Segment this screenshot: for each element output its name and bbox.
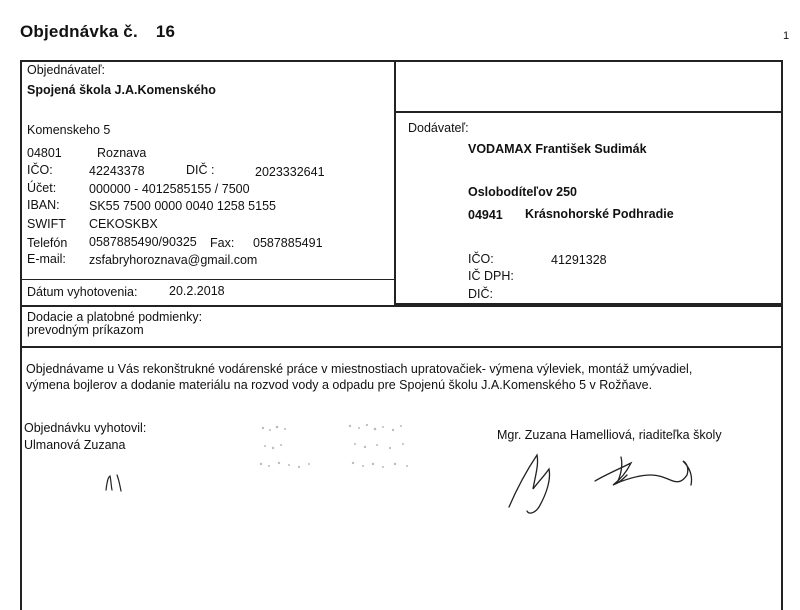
title-label: Objednávka č. — [20, 22, 138, 41]
director-name: Mgr. Zuzana Hamelliová, riaditeľka školy — [497, 428, 722, 442]
terms-value: prevodným príkazom — [27, 323, 144, 337]
buyer-iban: SK55 7500 0000 0040 1258 5155 — [89, 199, 276, 213]
supplier-icdph-label: IČ DPH: — [468, 269, 514, 283]
issued-by-name: Ulmanová Zuzana — [24, 438, 126, 452]
issued-by-label: Objednávku vyhotovil: — [24, 421, 147, 435]
buyer-label: Objednávateľ: — [27, 63, 106, 77]
buyer-phone-label: Telefón — [27, 236, 68, 250]
supplier-city: Krásnohorské Podhradie — [525, 207, 674, 221]
supplier-ico: 41291328 — [551, 253, 607, 267]
date-row-top — [20, 279, 395, 280]
issuer-signature — [103, 468, 133, 498]
faded-stamp — [255, 418, 425, 478]
terms-bottom — [20, 346, 782, 348]
buyer-swift-label: SWIFT — [27, 217, 66, 231]
order-text-line1: Objednávame u Vás rekonštrukné vodárenské práce v miestnostiach upratovačiek- výmena výleviek, montáž umývadiel, — [26, 362, 693, 376]
supplier-zip: 04941 — [468, 208, 503, 222]
order-number: 16 — [155, 22, 176, 41]
terms-top — [20, 305, 782, 307]
buyer-swift: CEKOSKBX — [89, 217, 158, 231]
terms-label: Dodacie a platobné podmienky: — [27, 310, 203, 324]
buyer-iban-label: IBAN: — [27, 198, 60, 212]
supplier-label: Dodávateľ: — [408, 121, 469, 135]
date-label: Dátum vyhotovenia: — [27, 285, 138, 299]
director-signature — [503, 445, 718, 520]
buyer-ico: 42243378 — [89, 164, 145, 178]
buyer-fax-label: Fax: — [210, 236, 235, 250]
buyer-dic-label: DIČ : — [186, 163, 215, 177]
supplier-street: Oslobodíteľov 250 — [468, 185, 578, 199]
order-text-line2: výmena bojlerov a dodanie materiálu na rozvod vody a odpadu pre Spojenú školu J.A.Komenského 5 v Rožňave. — [26, 378, 653, 392]
supplier-name: VODAMAX František Sudimák — [468, 142, 647, 156]
supplier-ico-label: IČO: — [468, 252, 494, 266]
page-number: 1 — [783, 30, 790, 42]
buyer-email-label: E-mail: — [27, 252, 66, 266]
date-value: 20.2.2018 — [169, 284, 225, 298]
buyer-fax: 0587885491 — [253, 236, 323, 250]
buyer-account: 000000 - 4012585155 / 7500 — [89, 182, 250, 196]
buyer-supplier-divider — [394, 60, 396, 304]
buyer-account-label: Účet: — [27, 181, 57, 195]
supplier-dic-label: DIČ: — [468, 287, 493, 301]
frame-top — [20, 60, 782, 62]
buyer-dic: 2023332641 — [255, 165, 325, 179]
frame-right — [781, 60, 783, 610]
frame-left — [20, 60, 22, 610]
buyer-name: Spojená škola J.A.Komenského — [27, 83, 216, 97]
document-title — [20, 22, 175, 42]
buyer-ico-label: IČO: — [27, 163, 53, 177]
buyer-email: zsfabryhoroznava@gmail.com — [89, 253, 258, 267]
supplier-box-top — [394, 111, 782, 113]
buyer-zip: 04801 — [27, 146, 62, 160]
buyer-phone: 0587885490/90325 — [89, 235, 197, 249]
buyer-street: Komenskeho 5 — [27, 123, 111, 137]
buyer-city: Roznava — [97, 146, 147, 160]
